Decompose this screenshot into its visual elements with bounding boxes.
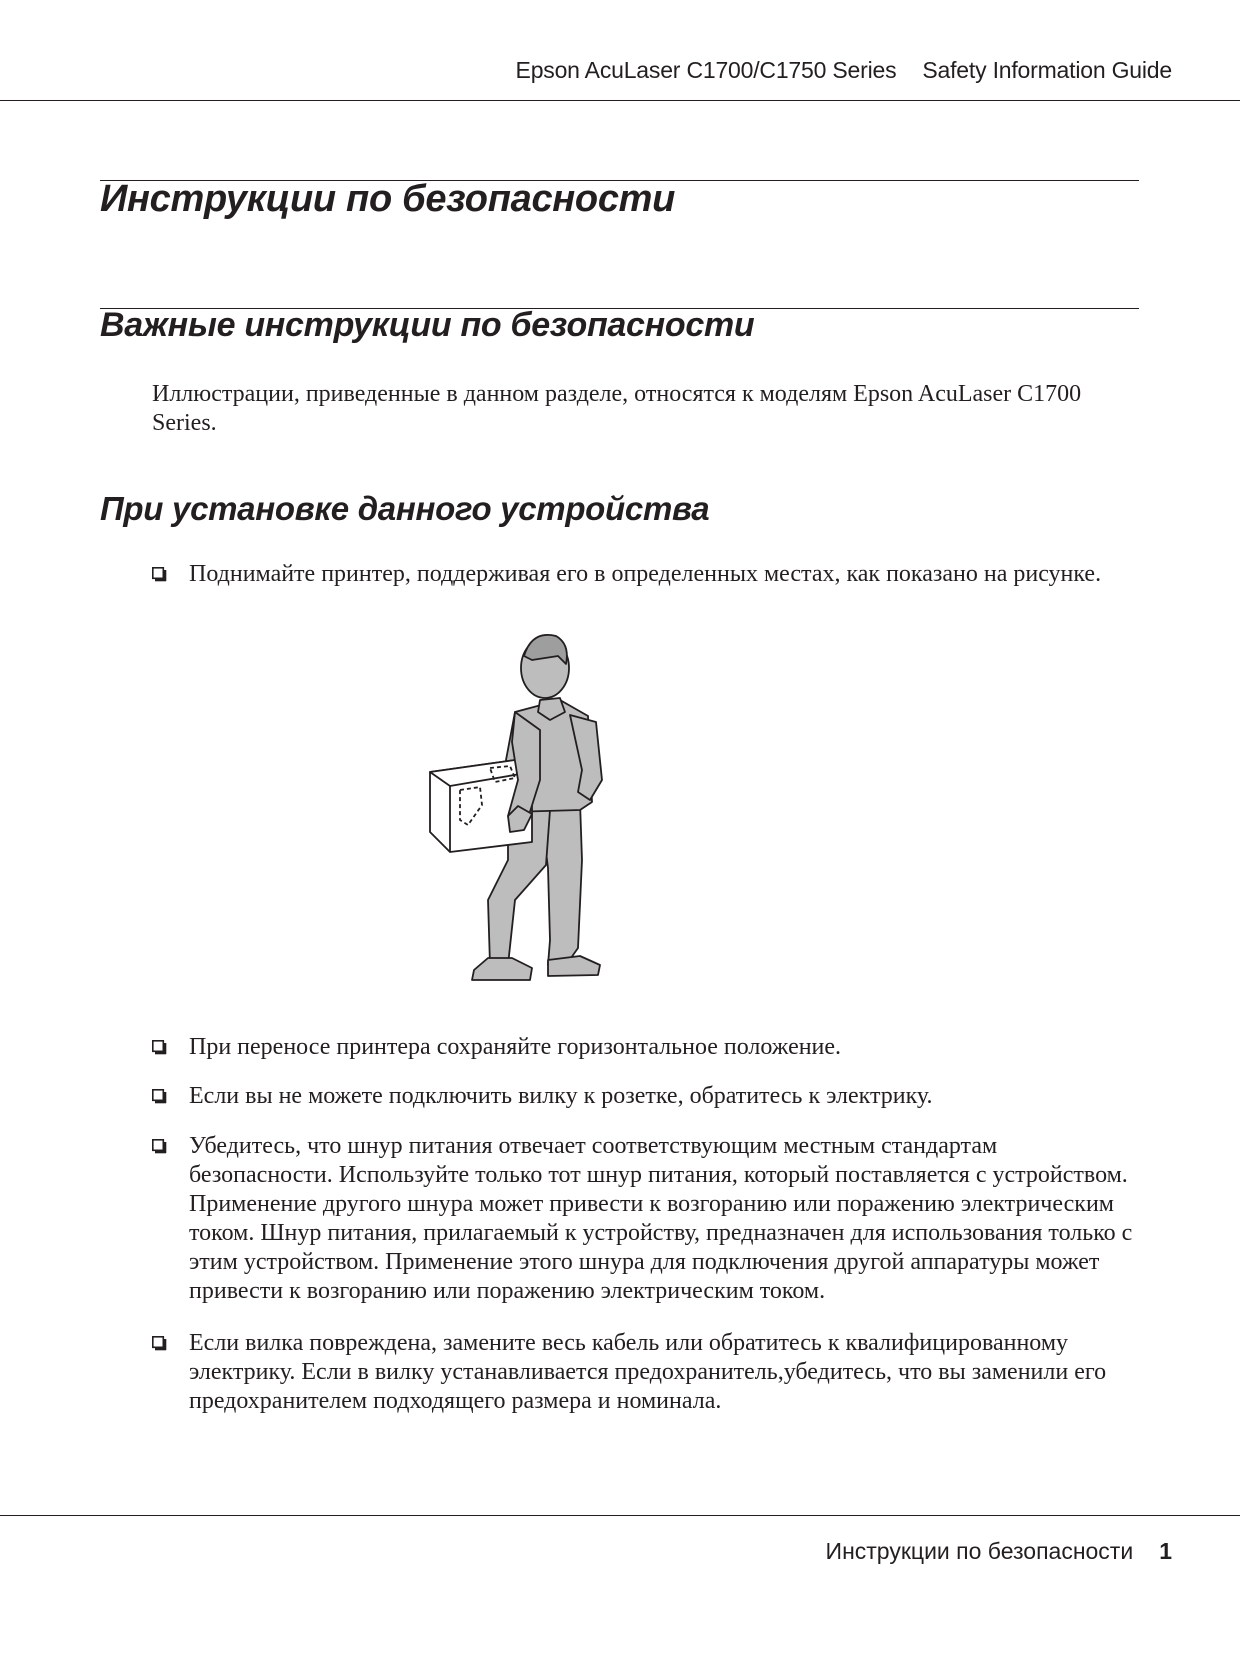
list-item xyxy=(152,560,1144,589)
section-title: Важные инструкции по безопасности xyxy=(100,306,755,344)
list-item xyxy=(152,1082,1144,1111)
person-lifting-printer-illustration xyxy=(420,620,650,1005)
list-item-text: Если вы не можете подключить вилку к розетке, обратитесь к электрику. xyxy=(189,1083,933,1109)
list-item xyxy=(152,1033,1144,1062)
list-item-text: Убедитесь, что шнур питания отвечает соответствующим местным стандартам безопасности. Используйте только тот шнур питания, который поставляется с устройством. Применение другого шнура может привести к возгоранию или поражению электрическим током. Шнур питания, прилагаемый к устройству, предназначен для использования только с этим устройством. Применение этого шнура для подключения другой аппаратуры может привести к возгоранию или поражению электрическим током. xyxy=(189,1133,1133,1304)
header-divider xyxy=(0,100,1240,101)
list-item-text: Если вилка повреждена, замените весь кабель или обратитесь к квалифицированному электрику. Если в вилку устанавливается предохранитель,убедитесь, что вы заменили его предохранителем подходящего размера и номинала. xyxy=(189,1330,1107,1414)
chapter-title: Инструкции по безопасности xyxy=(100,178,676,220)
subsection-title: При установке данного устройства xyxy=(100,490,710,527)
checkbox-bullet-icon xyxy=(152,1089,167,1104)
list-item xyxy=(152,1132,1144,1306)
header-guide-title: Safety Information Guide xyxy=(922,57,1172,83)
footer-section: Инструкции по безопасности xyxy=(825,1538,1134,1564)
running-header xyxy=(516,57,1172,84)
list-item-text: При переносе принтера сохраняйте горизонтальное положение. xyxy=(189,1034,842,1060)
checkbox-bullet-icon xyxy=(152,1040,167,1055)
list-item xyxy=(152,1329,1144,1416)
page-number: 1 xyxy=(1159,1538,1172,1564)
checkbox-bullet-icon xyxy=(152,1336,167,1351)
header-product: Epson AcuLaser C1700/C1750 Series xyxy=(515,57,897,83)
list-item-text: Поднимайте принтер, поддерживая его в определенных местах, как показано на рисунке. xyxy=(189,561,1102,587)
checkbox-bullet-icon xyxy=(152,567,167,582)
running-footer xyxy=(826,1538,1172,1565)
checkbox-bullet-icon xyxy=(152,1139,167,1154)
footer-divider xyxy=(0,1515,1240,1516)
intro-paragraph: Иллюстрации, приведенные в данном разделе, относятся к моделям Epson AcuLaser C1700 Series. xyxy=(152,381,1082,436)
